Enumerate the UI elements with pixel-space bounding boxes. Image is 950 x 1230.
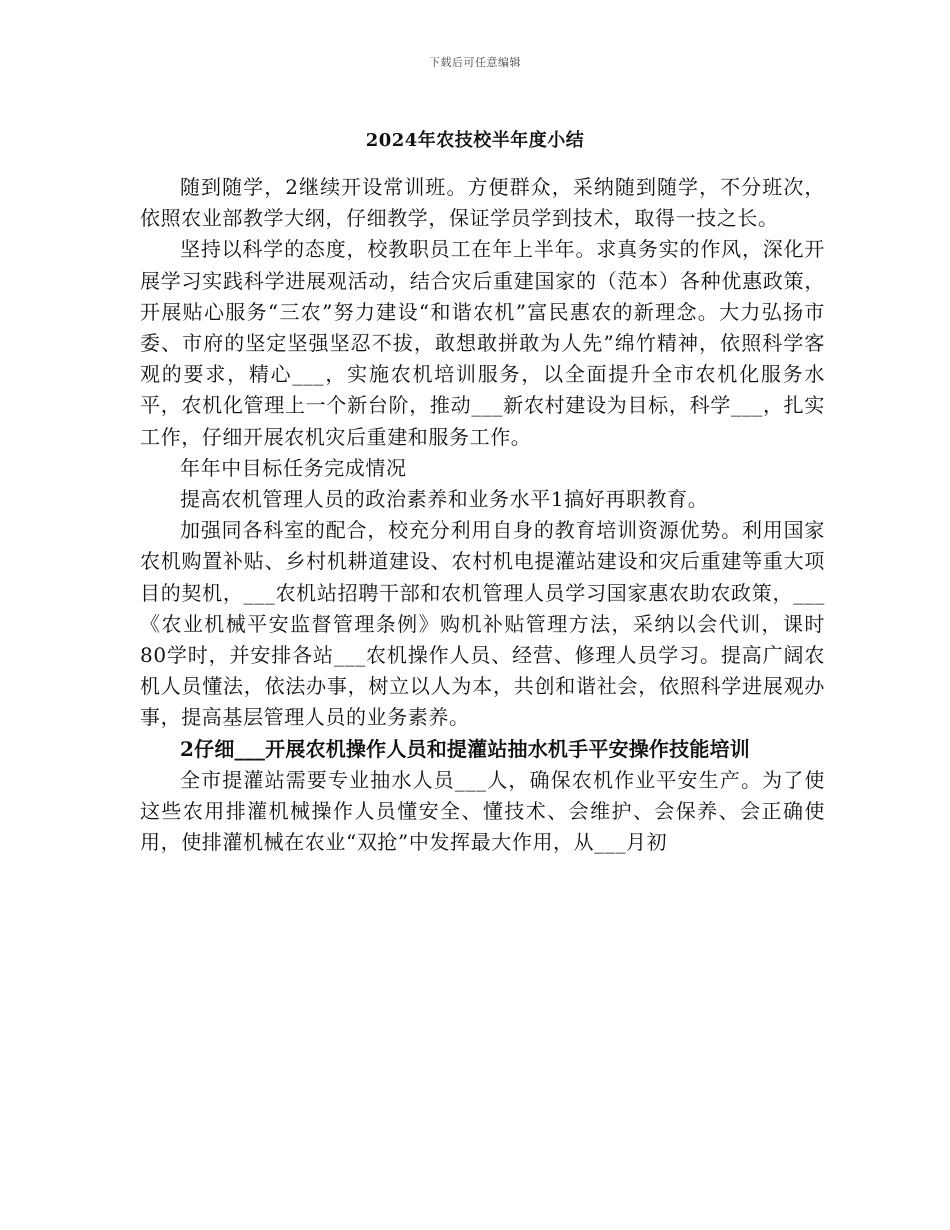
document-title: 2024年农技校半年度小结 bbox=[365, 130, 585, 151]
paragraph-4: 提高农机管理人员的政治素养和业务水平1搞好再职教育。 bbox=[180, 487, 709, 512]
paragraph-3: 年年中目标任务完成情况 bbox=[180, 455, 407, 480]
paragraph-5: 加强同各科室的配合，校充分利用自身的教育培训资源优势。利用国家农机购置补贴、乡村机耕道建设、农村机电提灌站建设和灾后重建等重大项目的契机，___农机站招聘干部和农机管理人员学习国家惠农助农政策，___《农业机械平安监督管理条例》购机补贴管理方法，采纳以会代训，课时80学时，并安排各站___农机操作人员、经营、修理人员学习。提高广阔农机人员懂法，依法办事，树立以人为本，共创和谐社会，依照科学进展观办事，提高基层管理人员的业务素养。 bbox=[140, 518, 825, 730]
paragraph-6: 全市提灌站需要专业抽水人员___人，确保农机作业平安生产。为了使这些农用排灌机械操作人员懂安全、懂技术、会维护、会保养、会正确使用，使排灌机械在农业“双抢”中发挥最大作用，从___月初 bbox=[140, 767, 825, 855]
section-subheading: 2仔细___开展农机操作人员和提灌站抽水机手平安操作技能培训 bbox=[180, 736, 750, 761]
paragraph-2: 坚持以科学的态度，校教职员工在年上半年。求真务实的作风，深化开展学习实践科学进展观活动，结合灾后重建国家的（范本）各种优惠政策，开展贴心服务“三农”努力建设“和谐农机”富民惠农的新理念。大力弘扬市委、市府的坚定坚强坚忍不拔，敢想敢拼敢为人先”绵竹精神，依照科学客观的要求，精心___，实施农机培训服务，以全面提升全市农机化服务水平，农机化管理上一个新台阶，推动___新农村建设为目标，科学___，扎实工作，仔细开展农机灾后重建和服务工作。 bbox=[140, 237, 825, 449]
document-body bbox=[140, 172, 825, 858]
page-header-note: 下载后可任意编辑 bbox=[429, 56, 521, 69]
paragraph-1: 随到随学，2继续开设常训班。方便群众，采纳随到随学，不分班次，依照农业部教学大纲，仔细教学，保证学员学到技术，取得一技之长。 bbox=[140, 175, 825, 231]
